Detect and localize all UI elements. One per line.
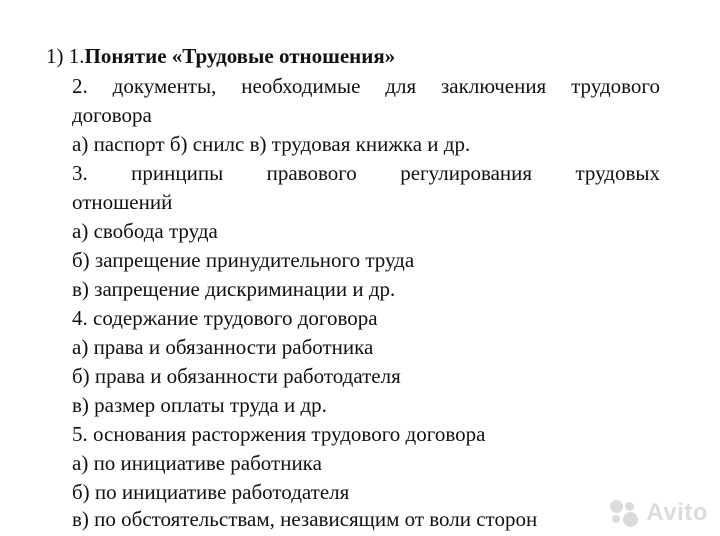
text-line: отношений <box>72 190 173 214</box>
avito-logo-icon <box>608 498 642 528</box>
heading-title: Понятие «Трудовые отношения» <box>84 44 396 68</box>
text-line: а) по инициативе работника <box>72 451 322 475</box>
text-line: в) по обстоятельствам, независящим от воли сторон <box>72 507 538 531</box>
text-line: договора <box>72 103 152 127</box>
text-line: а) паспорт б) снилс в) трудовая книжка и др. <box>72 132 471 156</box>
text-line: а) свобода труда <box>72 219 218 243</box>
text-line: 5. основания расторжения трудового договора <box>72 422 486 446</box>
text-line: б) права и обязанности работодателя <box>72 364 401 388</box>
watermark-text: Avito <box>646 499 708 526</box>
text-line: 4. содержание трудового договора <box>72 306 378 330</box>
heading-line <box>46 42 660 71</box>
text-line: б) по инициативе работодателя <box>72 480 350 504</box>
text-line: б) запрещение принудительного труда <box>72 248 415 272</box>
heading-number: 1) 1. <box>46 44 85 68</box>
text-line: а) права и обязанности работника <box>72 335 374 359</box>
text-line: 3. принципы правового регулирования трудовых <box>72 161 660 185</box>
avito-watermark <box>608 498 708 528</box>
text-line: в) запрещение дискриминации и др. <box>72 277 396 301</box>
text-line: 2. документы, необходимые для заключения трудового <box>72 74 660 98</box>
text-line: в) размер оплаты труда и др. <box>72 393 327 417</box>
